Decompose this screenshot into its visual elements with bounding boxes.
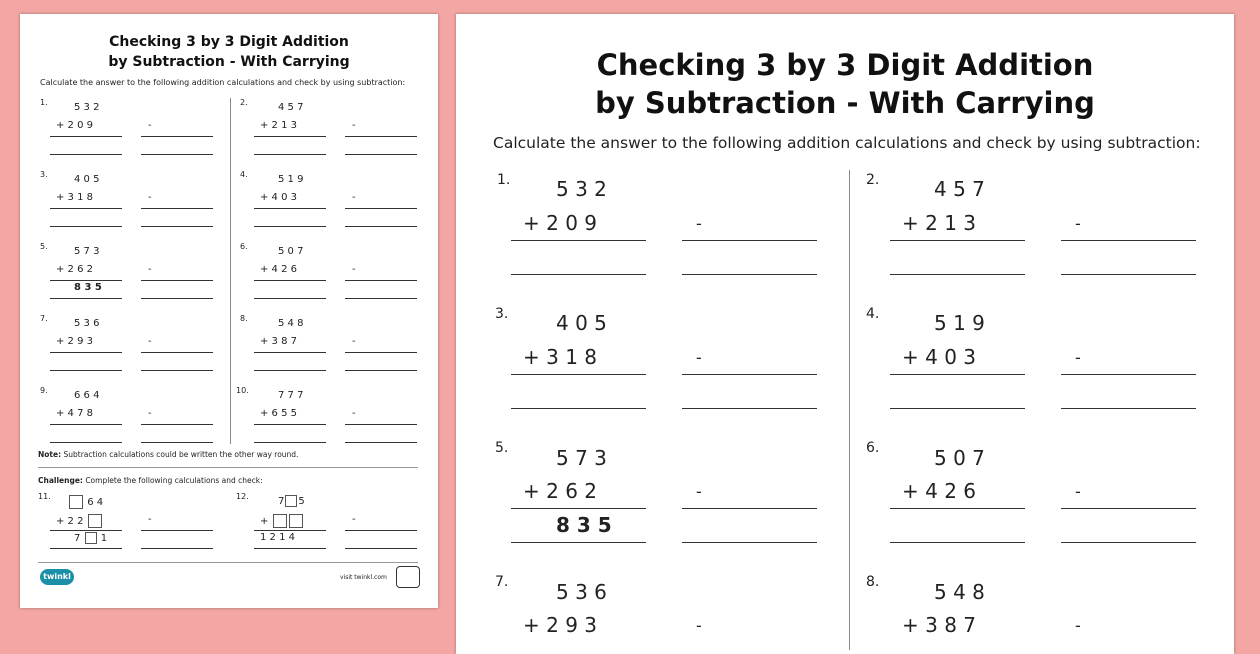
check-line: [345, 208, 417, 209]
result-left: 7: [74, 533, 81, 544]
top-number: 5 3 2: [556, 177, 607, 201]
answer-line: [890, 374, 1025, 375]
check-line: [141, 226, 213, 227]
answer-line: [50, 154, 122, 155]
bottom-number: + 3 1 8: [56, 192, 94, 203]
question-number: 8.: [240, 314, 248, 323]
check-line: [345, 548, 417, 549]
answer-line: [50, 226, 122, 227]
check-line: [345, 424, 417, 425]
answer-number: 8 3 5: [74, 282, 102, 293]
blank-box[interactable]: [85, 532, 97, 544]
minus-sign: -: [696, 482, 702, 501]
top-number: 5 4 8: [934, 580, 985, 604]
answer-line: [511, 508, 646, 509]
minus-sign: -: [696, 616, 702, 635]
question-number: 8.: [866, 574, 880, 590]
blank-box[interactable]: [285, 495, 297, 507]
top-number: 5 0 7: [934, 446, 985, 470]
check-line: [141, 548, 213, 549]
question-number: 6.: [240, 242, 248, 251]
answer-line: [254, 370, 326, 371]
answer-line: [511, 542, 646, 543]
challenge-heading: [38, 476, 263, 485]
worksheet-title: [456, 46, 1234, 122]
check-line: [1061, 240, 1196, 241]
answer-line: [254, 352, 326, 353]
question-number: 4.: [866, 306, 880, 322]
check-line: [1061, 408, 1196, 409]
answer-line: [50, 370, 122, 371]
blank-box[interactable]: [69, 495, 83, 509]
check-line: [141, 352, 213, 353]
check-line: [345, 298, 417, 299]
note: [38, 450, 298, 459]
check-line: [141, 530, 213, 531]
top-right: 5: [298, 496, 305, 507]
check-line: [141, 424, 213, 425]
question-number: 3.: [495, 306, 509, 322]
answer-line: [254, 280, 326, 281]
title-line-1: Checking 3 by 3 Digit Addition: [596, 48, 1094, 82]
top-number: 4 0 5: [556, 311, 607, 335]
minus-sign: -: [352, 264, 356, 275]
minus-sign: -: [1075, 214, 1081, 233]
blank-box[interactable]: [273, 514, 287, 528]
top-number: 5 1 9: [934, 311, 985, 335]
worksheet-title: [20, 32, 438, 72]
instructions: Calculate the answer to the following addition calculations and check by using subtraction:: [493, 134, 1201, 152]
minus-sign: -: [352, 192, 356, 203]
check-line: [682, 542, 817, 543]
challenge-result: 1 2 1 4: [260, 532, 295, 543]
question-number: 11.: [38, 492, 51, 501]
check-line: [682, 240, 817, 241]
question-number: 12.: [236, 492, 249, 501]
minus-sign: -: [696, 348, 702, 367]
challenge-bottom: [56, 514, 103, 528]
blank-box[interactable]: [289, 514, 303, 528]
minus-sign: -: [148, 514, 152, 525]
challenge-bottom: [260, 514, 304, 528]
check-line: [141, 154, 213, 155]
answer-line: [890, 508, 1025, 509]
question-number: 4.: [240, 170, 248, 179]
answer-line: [511, 408, 646, 409]
answer-line: [254, 530, 326, 531]
answer-line: [254, 298, 326, 299]
bottom-number: + 2 1 3: [902, 211, 977, 235]
bottom-number: + 4 2 6: [902, 479, 977, 503]
answer-line: [254, 442, 326, 443]
bottom-number: + 2 6 2: [523, 479, 598, 503]
bottom-number: + 6 5 5: [260, 408, 298, 419]
twinkl-logo: twinkl: [40, 569, 74, 585]
answer-line: [50, 136, 122, 137]
top-number: 5 3 6: [74, 318, 100, 329]
minus-sign: -: [352, 514, 356, 525]
question-number: 10.: [236, 386, 249, 395]
answer-line: [254, 136, 326, 137]
top-number: 5 3 6: [556, 580, 607, 604]
bottom-number: + 2 9 3: [523, 613, 598, 637]
bottom-number: + 4 2 6: [260, 264, 298, 275]
answer-line: [890, 408, 1025, 409]
answer-line: [890, 274, 1025, 275]
minus-sign: -: [148, 264, 152, 275]
column-divider: [849, 170, 850, 650]
bottom-number: + 2 1 3: [260, 120, 298, 131]
answer-line: [50, 280, 122, 281]
check-line: [345, 226, 417, 227]
bottom-number: + 2 9 3: [56, 336, 94, 347]
question-number: 1.: [497, 172, 511, 188]
check-line: [345, 370, 417, 371]
footer-divider: [38, 562, 418, 563]
check-line: [141, 208, 213, 209]
badge-icon: [396, 566, 420, 588]
question-number: 1.: [40, 98, 48, 107]
answer-line: [254, 154, 326, 155]
check-line: [141, 280, 213, 281]
minus-sign: -: [148, 408, 152, 419]
challenge-text: Complete the following calculations and check:: [82, 476, 263, 485]
bottom-number: + 4 7 8: [56, 408, 94, 419]
bottom-number: + 3 8 7: [260, 336, 298, 347]
question-number: 2.: [240, 98, 248, 107]
challenge-top: [68, 495, 103, 509]
challenge-top: [278, 495, 305, 507]
top-left: 7: [278, 496, 285, 507]
check-line: [345, 136, 417, 137]
check-line: [1061, 508, 1196, 509]
worksheet-zoomed: [456, 14, 1234, 654]
check-line: [141, 298, 213, 299]
answer-line: [50, 424, 122, 425]
minus-sign: -: [352, 408, 356, 419]
answer-line: [50, 208, 122, 209]
answer-number: 8 3 5: [556, 513, 612, 537]
answer-line: [511, 240, 646, 241]
bottom-number: + 2 6 2: [56, 264, 94, 275]
blank-box[interactable]: [88, 514, 102, 528]
minus-sign: -: [148, 192, 152, 203]
question-number: 9.: [40, 386, 48, 395]
minus-sign: -: [148, 336, 152, 347]
bottom-number: + 4 0 3: [902, 345, 977, 369]
plus-sign: +: [260, 516, 269, 527]
top-number: 4 5 7: [278, 102, 304, 113]
question-number: 7.: [495, 574, 509, 590]
check-line: [141, 370, 213, 371]
check-line: [1061, 274, 1196, 275]
check-line: [682, 508, 817, 509]
answer-line: [254, 548, 326, 549]
bottom-number: + 3 1 8: [523, 345, 598, 369]
question-number: 2.: [866, 172, 880, 188]
bottom-number: + 3 8 7: [902, 613, 977, 637]
note-label: Note:: [38, 450, 62, 459]
check-line: [682, 408, 817, 409]
top-number: 6 6 4: [74, 390, 100, 401]
minus-sign: -: [148, 120, 152, 131]
check-line: [345, 442, 417, 443]
check-line: [345, 352, 417, 353]
column-divider: [230, 98, 231, 444]
bottom-number: + 2 0 9: [523, 211, 598, 235]
check-line: [682, 274, 817, 275]
title-line-1: Checking 3 by 3 Digit Addition: [109, 34, 349, 50]
worksheet-thumbnail: [20, 14, 438, 608]
answer-line: [254, 208, 326, 209]
top-number: 5 3 2: [74, 102, 100, 113]
bottom-digits: + 2 2: [56, 516, 84, 527]
answer-line: [50, 442, 122, 443]
minus-sign: -: [352, 336, 356, 347]
instructions: Calculate the answer to the following addition calculations and check by using subtraction:: [40, 78, 406, 87]
answer-line: [50, 548, 122, 549]
check-line: [682, 374, 817, 375]
check-line: [1061, 374, 1196, 375]
bottom-number: + 2 0 9: [56, 120, 94, 131]
check-line: [1061, 542, 1196, 543]
answer-line: [254, 424, 326, 425]
answer-line: [254, 226, 326, 227]
title-line-2: by Subtraction - With Carrying: [595, 86, 1095, 120]
challenge-result: [74, 532, 107, 544]
bottom-number: + 4 0 3: [260, 192, 298, 203]
top-number: 4 5 7: [934, 177, 985, 201]
answer-line: [50, 530, 122, 531]
answer-line: [890, 240, 1025, 241]
result-right: 1: [100, 533, 108, 544]
question-number: 6.: [866, 440, 880, 456]
note-text: Subtraction calculations could be written the other way round.: [61, 450, 299, 459]
answer-line: [50, 352, 122, 353]
top-number: 5 4 8: [278, 318, 304, 329]
minus-sign: -: [352, 120, 356, 131]
visit-link: visit twinkl.com: [340, 574, 387, 581]
check-line: [141, 136, 213, 137]
answer-line: [50, 298, 122, 299]
answer-line: [511, 274, 646, 275]
top-number: 5 1 9: [278, 174, 304, 185]
top-number: 5 7 3: [556, 446, 607, 470]
check-line: [141, 442, 213, 443]
top-number: 7 7 7: [278, 390, 304, 401]
answer-line: [890, 542, 1025, 543]
check-line: [345, 530, 417, 531]
minus-sign: -: [696, 214, 702, 233]
question-number: 3.: [40, 170, 48, 179]
challenge-label: Challenge:: [38, 476, 83, 485]
top-number: 5 0 7: [278, 246, 304, 257]
top-number: 4 0 5: [74, 174, 100, 185]
minus-sign: -: [1075, 616, 1081, 635]
top-digits: 6 4: [87, 497, 104, 508]
check-line: [345, 154, 417, 155]
question-number: 5.: [40, 242, 48, 251]
section-divider: [38, 467, 418, 468]
minus-sign: -: [1075, 348, 1081, 367]
question-number: 5.: [495, 440, 509, 456]
question-number: 7.: [40, 314, 48, 323]
minus-sign: -: [1075, 482, 1081, 501]
check-line: [345, 280, 417, 281]
title-line-2: by Subtraction - With Carrying: [108, 54, 350, 70]
answer-line: [511, 374, 646, 375]
top-number: 5 7 3: [74, 246, 100, 257]
